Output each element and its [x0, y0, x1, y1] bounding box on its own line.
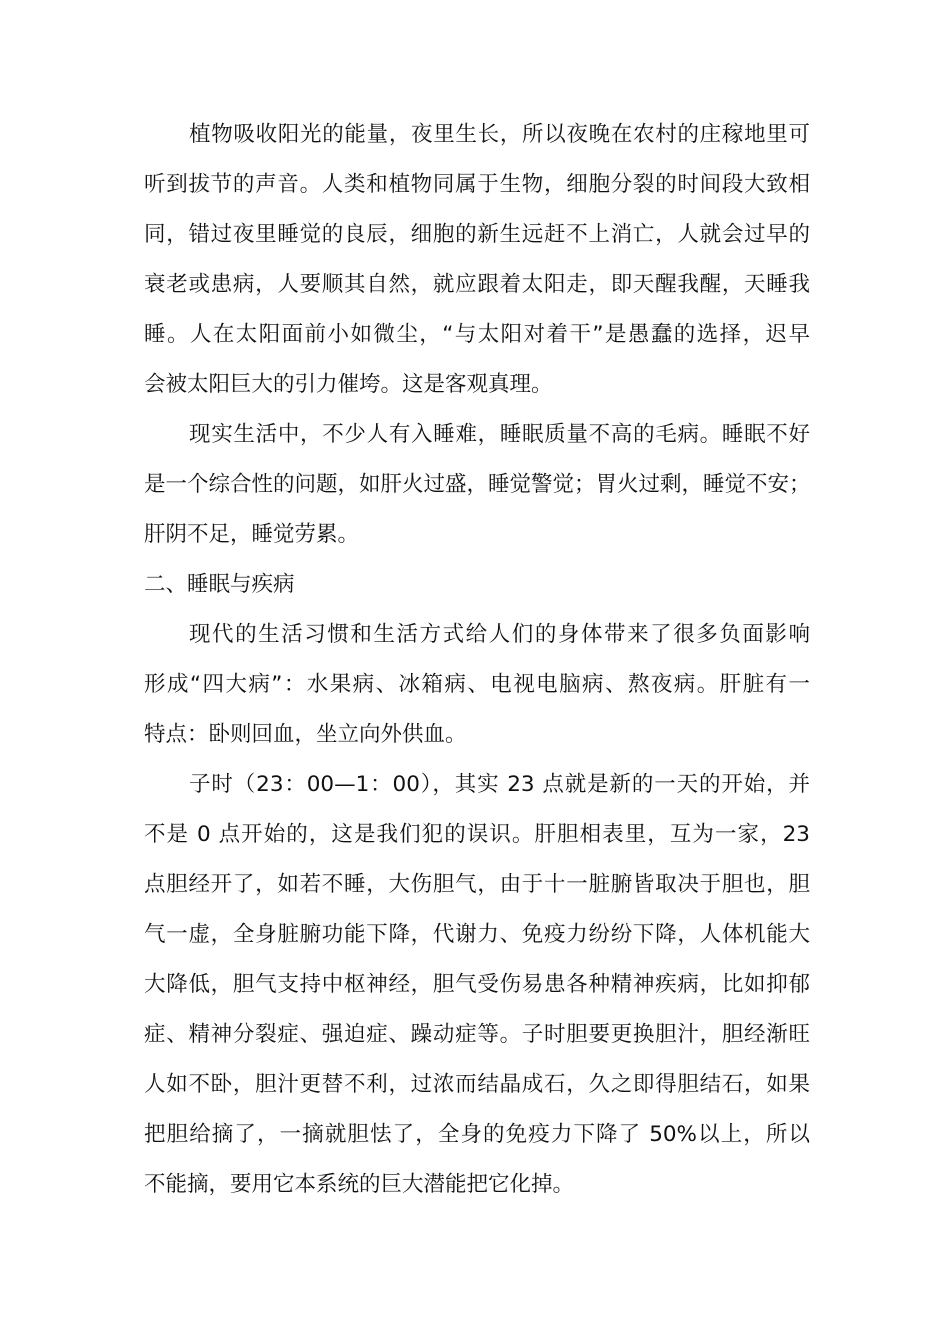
text-line: 会被太阳巨大的引力催垮。这是客观真理。 — [144, 372, 553, 397]
text-line: 形成“四大病”：水果病、冰箱病、电视电脑病、熬夜病。肝脏有一 — [144, 672, 810, 697]
document-body — [144, 110, 810, 1210]
text-line: 特点：卧则回血，坐立向外供血。 — [144, 722, 467, 747]
text-line: 肝阴不足，睡觉劳累。 — [144, 522, 360, 547]
paragraph-four-diseases — [144, 610, 810, 760]
text-line: 现实生活中，不少人有入睡难，睡眠质量不高的毛病。睡眠不好 — [189, 422, 810, 447]
text-line: 衰老或患病，人要顺其自然，就应跟着太阳走，即天醒我醒，天睡我 — [144, 272, 810, 297]
text-line: 同，错过夜里睡觉的良辰，细胞的新生远赶不上消亡，人就会过早的 — [144, 222, 810, 247]
paragraph-zi-hour — [144, 760, 810, 1210]
text-line: 是一个综合性的问题，如肝火过盛，睡觉警觉；胃火过剩，睡觉不安； — [144, 472, 811, 497]
text-line: 大降低，胆气支持中枢神经，胆气受伤易患各种精神疾病，比如抑郁 — [144, 972, 810, 997]
text-line: 不是 0 点开始的，这是我们犯的误识。肝胆相表里，互为一家，23 — [144, 822, 810, 847]
text-line: 现代的生活习惯和生活方式给人们的身体带来了很多负面影响 — [189, 622, 810, 647]
section-heading — [144, 560, 810, 610]
paragraph-sun-and-plants — [144, 110, 810, 410]
text-line: 把胆给摘了，一摘就胆怯了，全身的免疫力下降了 50%以上，所以 — [144, 1122, 810, 1147]
text-line: 点胆经开了，如若不睡，大伤胆气，由于十一脏腑皆取决于胆也，胆 — [144, 872, 810, 897]
text-line: 植物吸收阳光的能量，夜里生长，所以夜晚在农村的庄稼地里可 — [189, 122, 810, 147]
text-line: 听到拔节的声音。人类和植物同属于生物，细胞分裂的时间段大致相 — [144, 172, 810, 197]
text-line: 不能摘，要用它本系统的巨大潜能把它化掉。 — [144, 1172, 575, 1197]
section-heading-text: 二、睡眠与疾病 — [144, 572, 295, 597]
text-line: 子时（23：00—1：00），其实 23 点就是新的一天的开始，并 — [189, 772, 810, 797]
paragraph-sleep-problems — [144, 410, 810, 560]
text-line: 气一虚，全身脏腑功能下降，代谢力、免疫力纷纷下降，人体机能大 — [144, 922, 810, 947]
text-line: 人如不卧，胆汁更替不利，过浓而结晶成石，久之即得胆结石，如果 — [144, 1072, 810, 1097]
text-line: 症、精神分裂症、强迫症、躁动症等。子时胆要更换胆汁，胆经渐旺 — [144, 1022, 810, 1047]
text-line: 睡。人在太阳面前小如微尘，“与太阳对着干”是愚蠢的选择，迟早 — [144, 322, 810, 347]
